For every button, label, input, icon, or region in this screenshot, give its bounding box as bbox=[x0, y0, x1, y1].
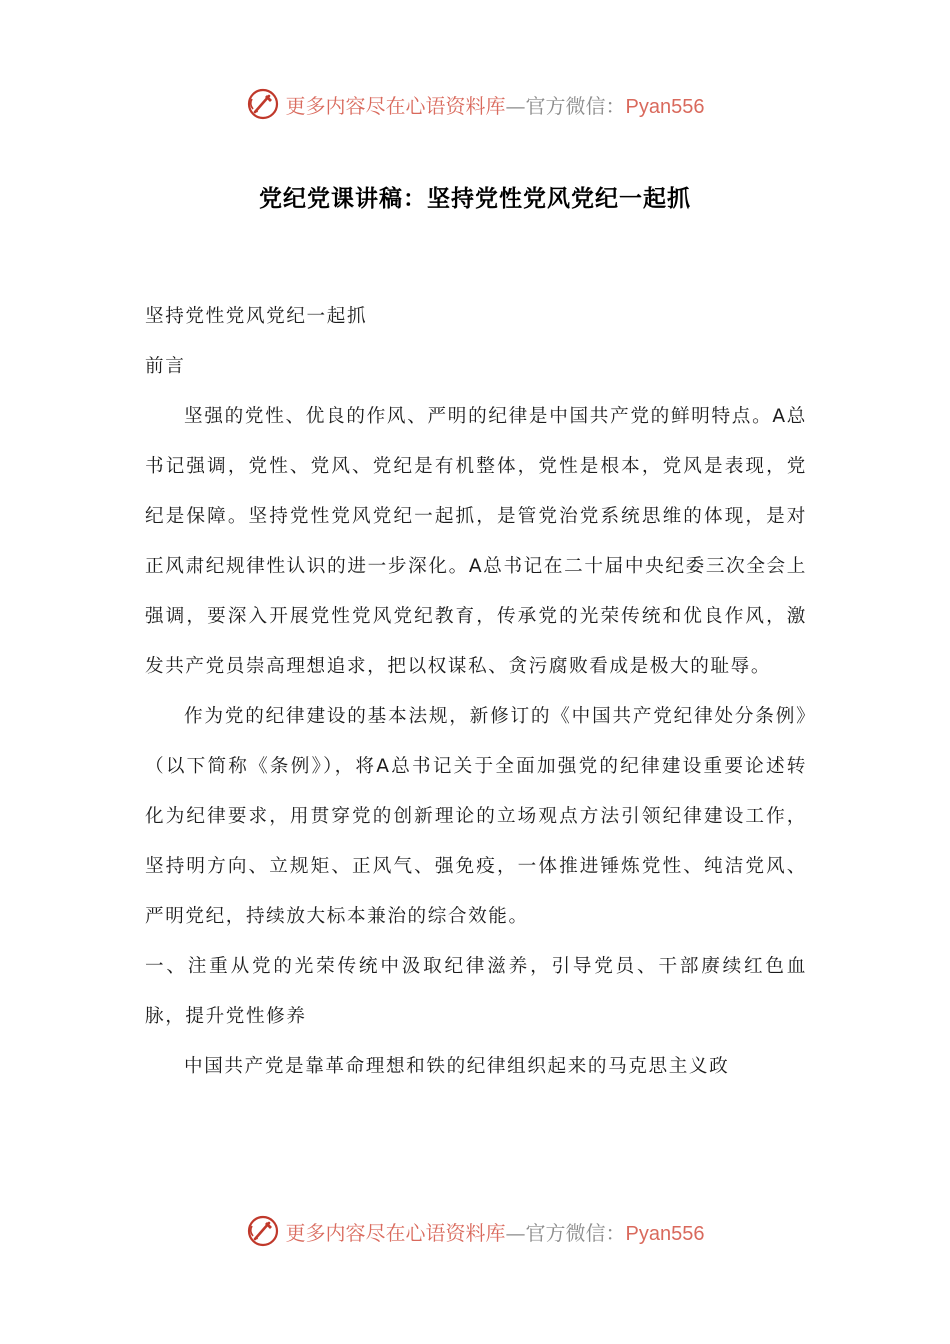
watermark-wechat-id: Pyan556 bbox=[625, 95, 705, 118]
document-body bbox=[145, 292, 807, 1092]
watermark-site-name: 更多内容尽在心语资料库 bbox=[285, 1220, 506, 1245]
footer-watermark bbox=[0, 1211, 950, 1251]
body-paragraph: 作为党的纪律建设的基本法规，新修订的《中国共产党纪律处分条例》（以下简称《条例》），将A总书记关于全面加强党的纪律建设重要论述转化为纪律要求，用贯穿党的创新理论的立场观点方法引领纪律建设工作，坚持明方向、立规矩、正风气、强免疫，一体推进锤炼党性、纯洁党风、严明党纪，持续放大标本兼治的综合效能。 bbox=[145, 706, 807, 927]
header-watermark bbox=[0, 84, 950, 124]
watermark-text bbox=[286, 1217, 705, 1246]
document-title: 党纪党课讲稿：坚持党性党风党纪一起抓 bbox=[259, 185, 691, 212]
watermark-text bbox=[286, 90, 705, 119]
section-heading: 一、注重从党的光荣传统中汲取纪律滋养，引导党员、干部赓续红色血脉，提升党性修养 bbox=[145, 956, 807, 1027]
watermark-site-name: 更多内容尽在心语资料库 bbox=[285, 93, 506, 118]
document-subtitle: 坚持党性党风党纪一起抓 bbox=[145, 306, 368, 327]
body-paragraph: 中国共产党是靠革命理想和铁的纪律组织起来的马克思主义政 bbox=[184, 1056, 730, 1077]
watermark-wechat-id: Pyan556 bbox=[625, 1222, 705, 1245]
pen-logo-icon bbox=[246, 87, 280, 121]
body-paragraph: 坚强的党性、优良的作风、严明的纪律是中国共产党的鲜明特点。A总书记强调，党性、党风、党纪是有机整体，党性是根本，党风是表现，党纪是保障。坚持党性党风党纪一起抓，是管党治党系统思维的体现，是对正风肃纪规律性认识的进一步深化。A总书记在二十届中央纪委三次全会上强调，要深入开展党性党风党纪教育，传承党的光荣传统和优良作风，激发共产党员崇高理想追求，把以权谋私、贪污腐败看成是极大的耻辱。 bbox=[145, 406, 807, 677]
watermark-wechat-label: —官方微信： bbox=[505, 93, 626, 118]
pen-logo-icon bbox=[246, 1214, 280, 1248]
preface-label: 前言 bbox=[145, 356, 186, 377]
watermark-wechat-label: —官方微信： bbox=[505, 1220, 626, 1245]
